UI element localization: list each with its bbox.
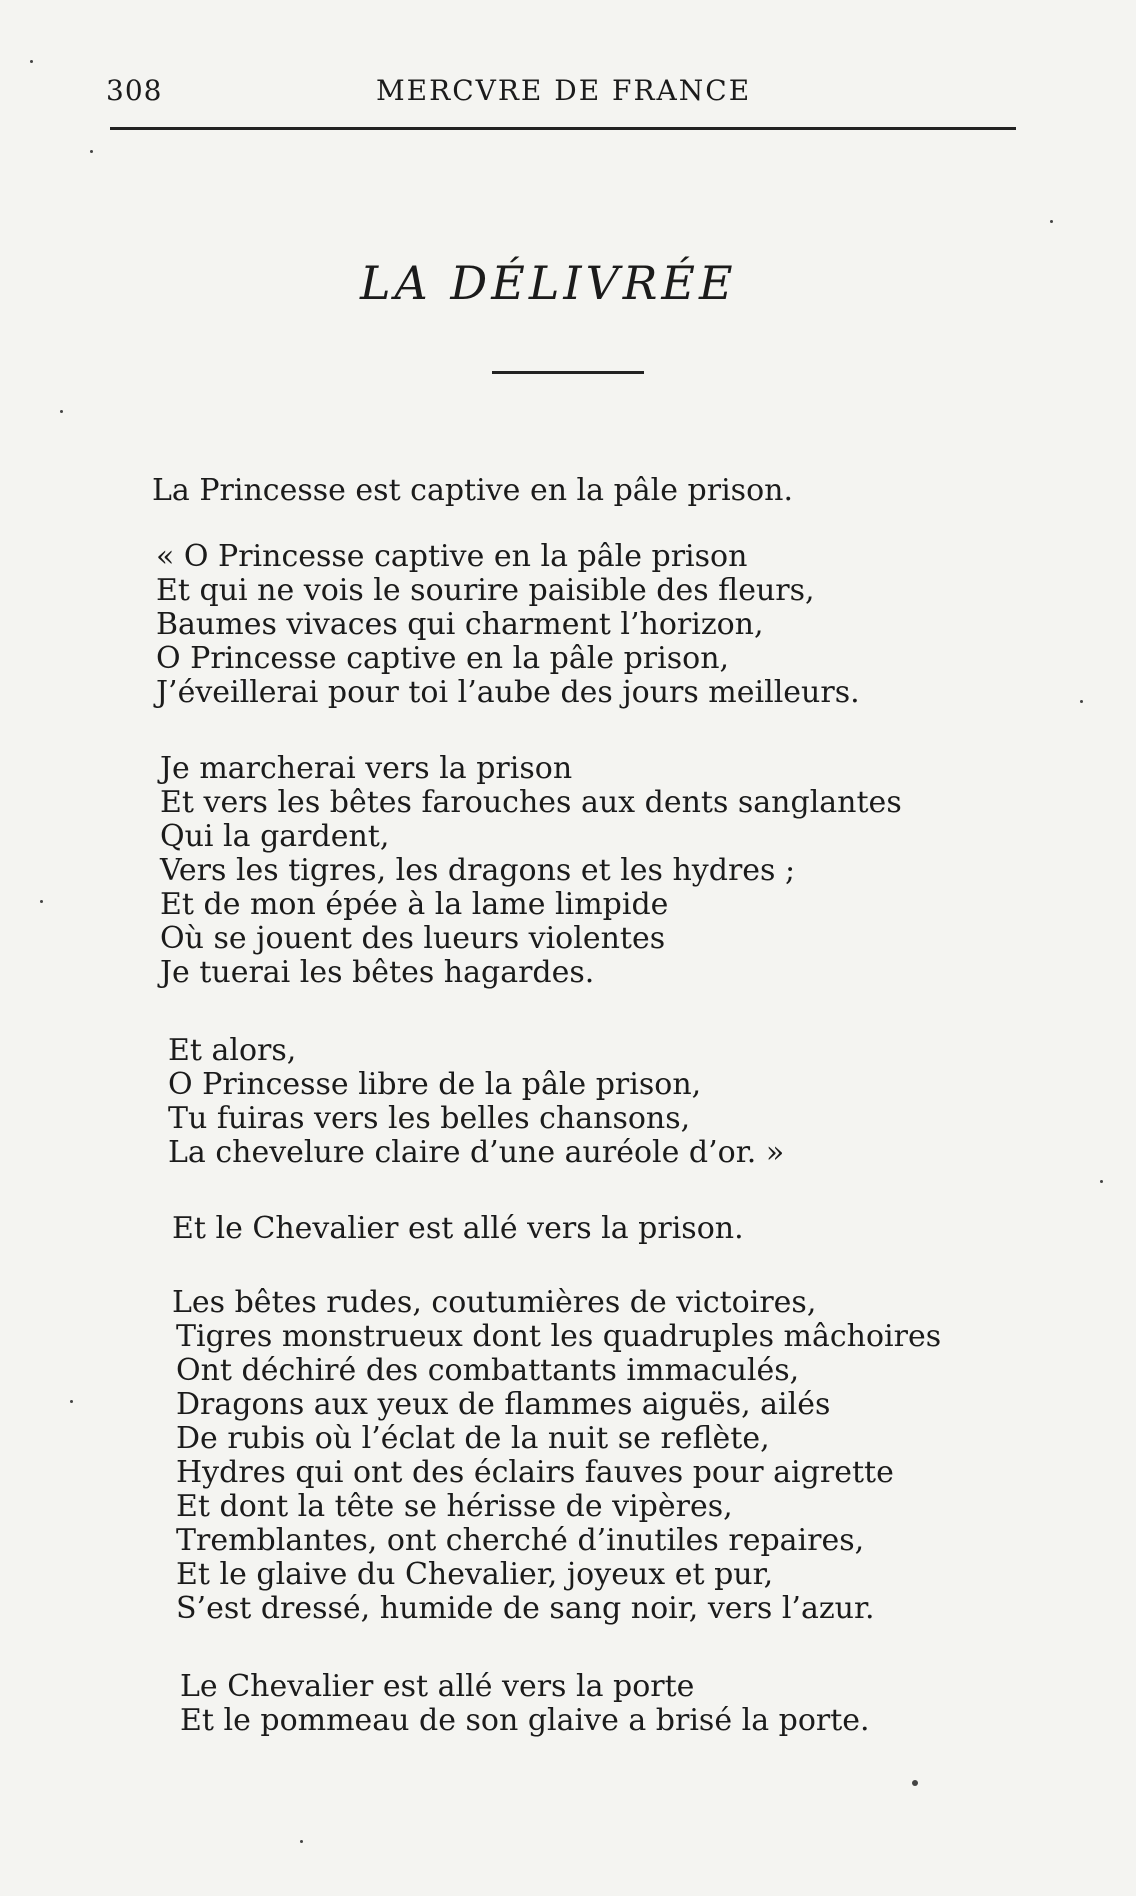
poem-line: Les bêtes rudes, coutumières de victoires, <box>172 1285 817 1320</box>
poem-line: Et le glaive du Chevalier, joyeux et pur, <box>176 1557 774 1592</box>
poem-line: Et alors, <box>168 1033 297 1068</box>
page-number: 308 <box>106 74 163 107</box>
poem-line: Et le Chevalier est allé vers la prison. <box>172 1211 744 1246</box>
poem-line: Tigres monstrueux dont les quadruples mâchoires <box>176 1319 942 1354</box>
poem-line: La chevelure claire d’une auréole d’or. » <box>168 1135 785 1170</box>
poem-line: Le Chevalier est allé vers la porte <box>180 1669 695 1704</box>
poem-line: Tremblantes, ont cherché d’inutiles repaires, <box>176 1523 865 1558</box>
poem-line: Vers les tigres, les dragons et les hydres ; <box>160 853 796 888</box>
poem-line: « O Princesse captive en la pâle prison <box>156 539 748 574</box>
poem-line: Où se jouent des lueurs violentes <box>160 921 666 956</box>
running-head: MERCVRE DE FRANCE <box>376 74 752 107</box>
poem-line: Tu fuiras vers les belles chansons, <box>168 1101 691 1136</box>
poem-line: Je tuerai les bêtes hagardes. <box>160 955 595 990</box>
poem-line: Et de mon épée à la lame limpide <box>160 887 669 922</box>
poem-line: Je marcherai vers la prison <box>160 751 573 786</box>
poem-line: J’éveillerai pour toi l’aube des jours meilleurs. <box>156 675 860 710</box>
poem-line: Et dont la tête se hérisse de vipères, <box>176 1489 733 1524</box>
poem-line: Et le pommeau de son glaive a brisé la porte. <box>180 1703 870 1738</box>
poem-line: Baumes vivaces qui charment l’horizon, <box>156 607 764 642</box>
poem-line: Qui la gardent, <box>160 819 390 854</box>
poem-line: La Princesse est captive en la pâle prison. <box>152 473 794 508</box>
poem-line: Et qui ne vois le sourire paisible des fleurs, <box>156 573 815 608</box>
poem-line: O Princesse captive en la pâle prison, <box>156 641 730 676</box>
poem-line: S’est dressé, humide de sang noir, vers l’azur. <box>176 1591 875 1626</box>
poem-line: O Princesse libre de la pâle prison, <box>168 1067 702 1102</box>
poem-line: Dragons aux yeux de flammes aiguës, ailés <box>176 1387 831 1422</box>
poem-title: LA DÉLIVRÉE <box>360 256 737 310</box>
poem-line: Hydres qui ont des éclairs fauves pour aigrette <box>176 1455 894 1490</box>
poem-line: De rubis où l’éclat de la nuit se reflète, <box>176 1421 770 1456</box>
poem-line: Et vers les bêtes farouches aux dents sanglantes <box>160 785 902 820</box>
poem-line: Ont déchiré des combattants immaculés, <box>176 1353 800 1388</box>
